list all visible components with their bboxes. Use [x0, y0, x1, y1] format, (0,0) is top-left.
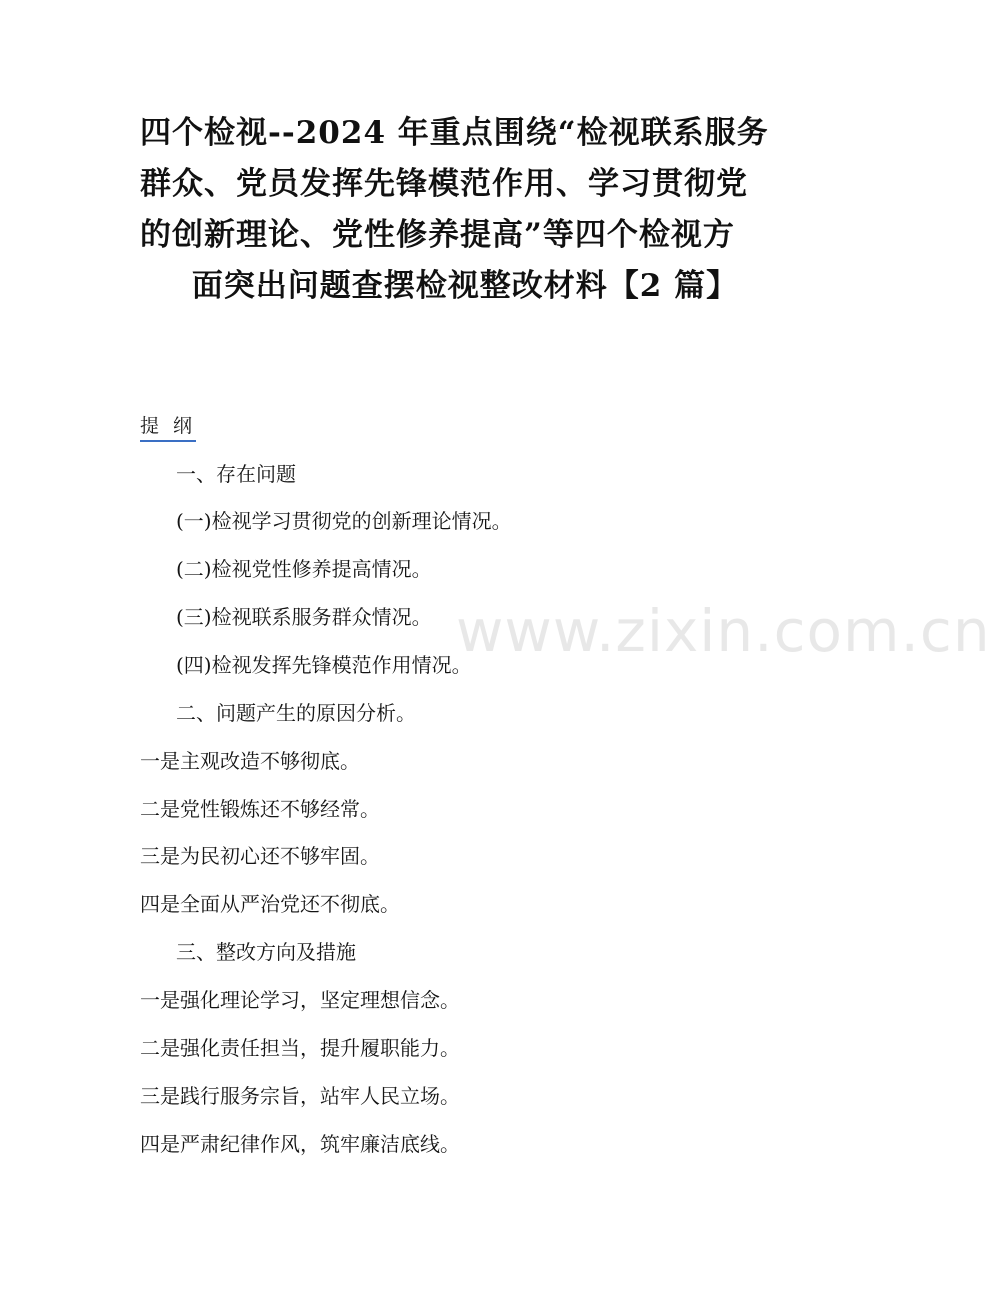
title-line: 群众、党员发挥先锋模范作用、学习贯彻党: [140, 166, 748, 202]
watermark: www.zixin.com.cn: [456, 597, 991, 665]
section-heading-causes: 二、问题产生的原因分析。: [176, 701, 416, 725]
outline-item: 四是全面从严治党还不彻底。: [140, 892, 400, 916]
outline-item: (四)检视发挥先锋模范作用情况。: [176, 653, 472, 677]
title-line: 面突出问题查摆检视整改材料【2 篇】: [191, 268, 739, 304]
title-line: 的创新理论、党性修养提高”等四个检视方: [140, 217, 735, 253]
outline-item: 一是强化理论学习，坚定理想信念。: [140, 988, 460, 1012]
outline-item: (一)检视学习贯彻党的创新理论情况。: [176, 509, 512, 533]
document-title: [140, 108, 790, 312]
outline-item: (二)检视党性修养提高情况。: [176, 557, 432, 581]
outline-item: 二是强化责任担当，提升履职能力。: [140, 1036, 460, 1060]
section-heading-rectification: 三、整改方向及措施: [176, 940, 356, 964]
outline-item: (三)检视联系服务群众情况。: [176, 605, 432, 629]
outline-item: 三是践行服务宗旨，站牢人民立场。: [140, 1084, 460, 1108]
title-line: 四个检视--2024 年重点围绕“检视联系服务: [140, 115, 769, 151]
outline-item: 一是主观改造不够彻底。: [140, 749, 360, 773]
outline-label: 提 纲: [140, 412, 196, 442]
outline-item: 四是严肃纪律作风，筑牢廉洁底线。: [140, 1132, 460, 1156]
section-heading-problems: 一、存在问题: [176, 462, 296, 486]
outline-item: 二是党性锻炼还不够经常。: [140, 797, 380, 821]
outline-item: 三是为民初心还不够牢固。: [140, 844, 380, 868]
